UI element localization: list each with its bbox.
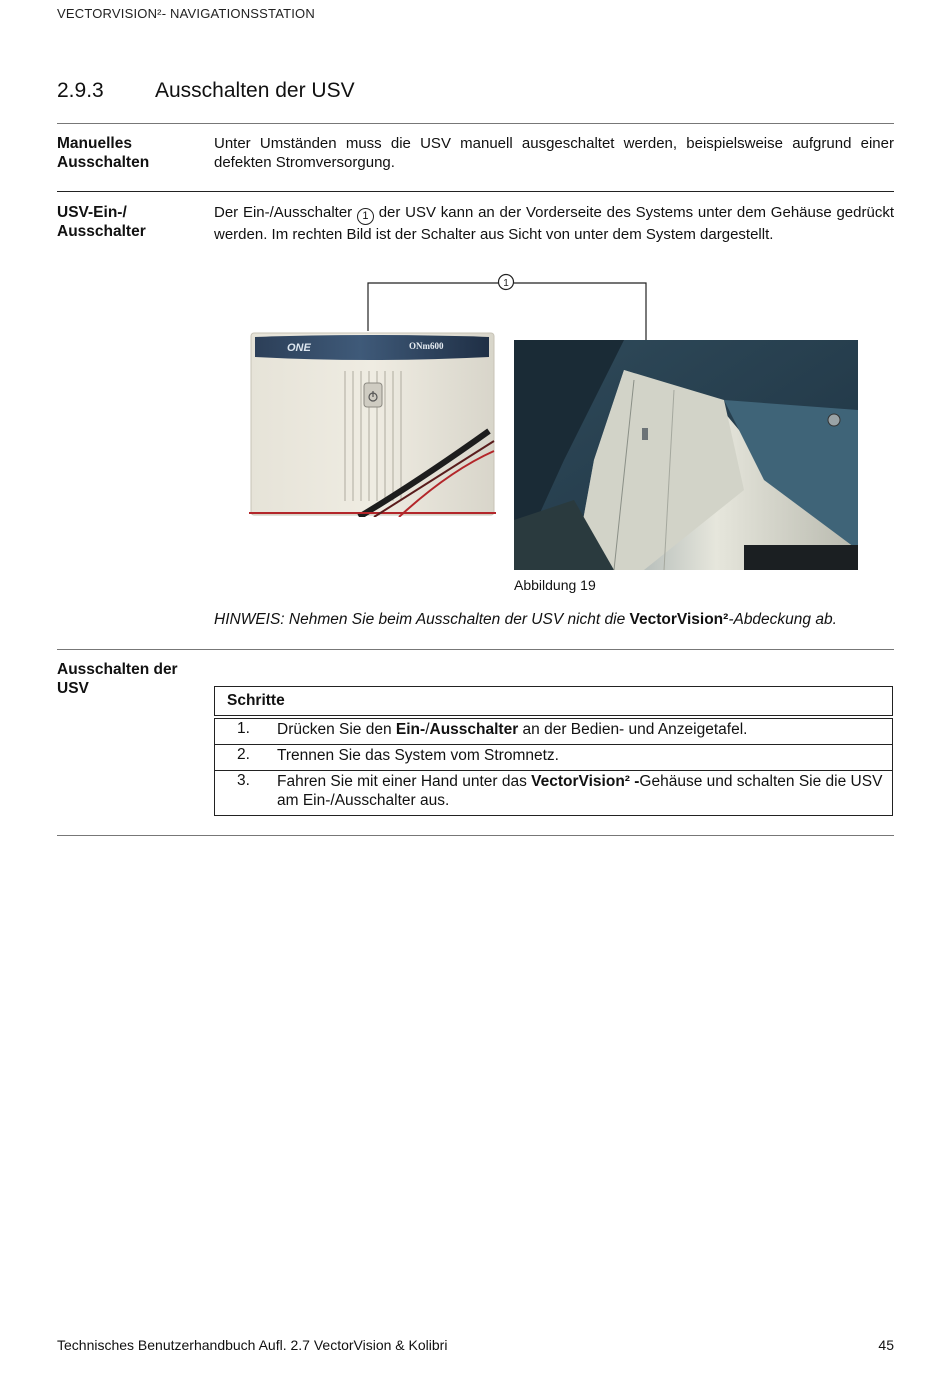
hint-text: HINWEIS: Nehmen Sie beim Ausschalten der USV nicht die <box>214 611 630 628</box>
shutdown-label <box>57 660 197 698</box>
divider <box>57 123 894 124</box>
ups-model-label: ONm600 <box>409 341 444 351</box>
ups-front-photo <box>249 331 496 517</box>
switch-label <box>57 203 197 241</box>
section-number: 2.9.3 <box>57 79 104 102</box>
section-title: Ausschalten der USV <box>155 79 355 102</box>
figure-callout-number: 1 <box>503 278 509 289</box>
label-line: USV-Ein-/ <box>57 204 127 221</box>
figure-caption: Abbildung 19 <box>514 577 596 593</box>
text-segment: der USV kann an der Vorderseite des Systems unter dem Gehäuse gedrückt werden. Im rechten Bild ist der Schalter aus Sicht von unter dem System dargestellt. <box>214 204 894 243</box>
hint-note <box>214 611 837 629</box>
step-row <box>215 719 893 745</box>
divider <box>57 191 894 192</box>
label-line: USV <box>57 680 89 697</box>
footer-title: Technisches Benutzerhandbuch Aufl. 2.7 VectorVision & Kolibri <box>57 1337 448 1353</box>
hint-text: -Abdeckung ab. <box>728 611 837 628</box>
step-text-segment: Drücken Sie den <box>277 721 396 738</box>
manual-shutdown-text: Unter Umständen muss die USV manuell ausgeschaltet werden, beispielsweise aufgrund einer defekten Stromversorgung. <box>214 135 894 171</box>
label-line: Ausschalten der <box>57 661 178 678</box>
manual-shutdown-label <box>57 134 197 172</box>
step-text-segment: an der Bedien- und Anzeigetafel. <box>518 721 748 738</box>
step-text <box>277 771 893 816</box>
hint-brand: VectorVision² <box>629 611 729 628</box>
label-line: Manuelles <box>57 135 132 152</box>
divider <box>57 835 894 836</box>
ups-brand-label: ONE <box>287 342 311 354</box>
divider <box>57 649 894 650</box>
step-number: 1. <box>215 719 278 745</box>
step-row <box>215 771 893 816</box>
step-text: Trennen Sie das System vom Stromnetz. <box>277 745 893 771</box>
steps-header: Schritte <box>215 687 893 716</box>
step-text-segment: / <box>425 721 430 738</box>
step-text <box>277 719 893 745</box>
steps-table <box>214 686 893 816</box>
step-number: 2. <box>215 745 278 771</box>
running-header: VECTORVISION²- NAVIGATIONSSTATION <box>57 6 315 21</box>
label-line: Ausschalten <box>57 154 150 171</box>
callout-marker: 1 <box>357 208 374 225</box>
step-text-segment: Fahren Sie mit einer Hand unter das <box>277 773 532 790</box>
text-segment: Der Ein-/Ausschalter <box>214 204 353 221</box>
step-bold: VectorVision² - <box>531 773 640 790</box>
step-row <box>215 745 893 771</box>
switch-text <box>214 203 894 244</box>
label-line: Ausschalter <box>57 223 146 240</box>
step-bold: Ein- <box>395 721 426 738</box>
step-number: 3. <box>215 771 278 816</box>
step-text-segment: Gehäuse und schalten Sie die USV am Ein-/Ausschalter aus. <box>277 773 883 809</box>
step-bold: Ausschalter <box>429 721 519 738</box>
page-number: 45 <box>878 1337 894 1353</box>
ups-underside-photo <box>514 340 858 570</box>
